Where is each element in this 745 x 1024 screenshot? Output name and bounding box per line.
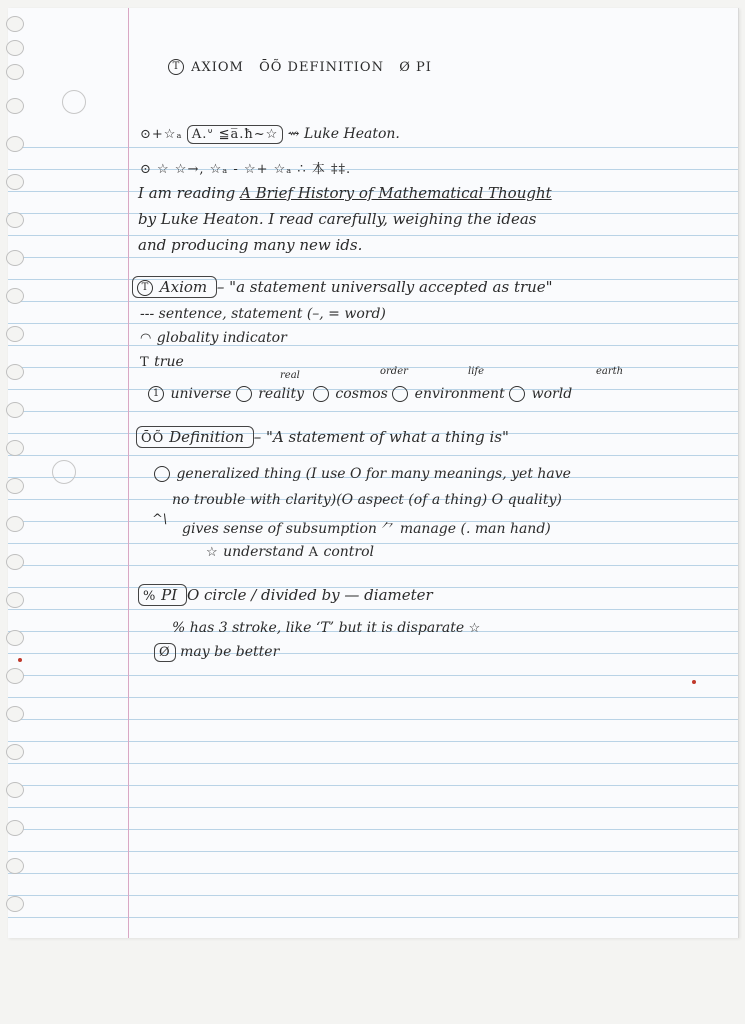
binder-hole — [6, 630, 24, 646]
punch-hole — [52, 460, 76, 484]
control-glyph-icon: A — [308, 545, 320, 560]
binder-hole — [6, 174, 24, 190]
reading-line-3: and producing many new ids. — [138, 236, 363, 254]
t-glyph-icon: T — [140, 355, 150, 370]
binder-hole — [6, 288, 24, 304]
reading-line-1 — [138, 184, 552, 202]
understand-glyph-icon: ☆ — [206, 545, 219, 560]
definition-clarity-line: no trouble with clarity)(O aspect (of a thing) O quality) — [172, 492, 562, 508]
definition-understand-line — [206, 544, 374, 560]
pi-stroke-line — [172, 620, 481, 636]
axiom-quote: – "a statement universally accepted as true" — [216, 278, 553, 296]
definition-label: Definition — [169, 428, 244, 446]
pi-circle-line: O circle / divided by — diameter — [186, 586, 433, 604]
cosmos-circle-icon — [313, 386, 329, 402]
pi-better: may be better — [180, 644, 280, 660]
header-pi: PI — [415, 60, 432, 75]
binder-hole — [6, 136, 24, 152]
axiom-true: true — [154, 354, 184, 370]
definition-manage: manage (. man hand) — [399, 521, 551, 537]
binder-hole — [6, 478, 24, 494]
intro-author: Luke Heaton. — [303, 126, 400, 142]
header-definition: DEFINITION — [287, 60, 384, 75]
intro-line-1 — [140, 126, 400, 142]
pi-better-line — [154, 644, 279, 660]
binder-hole — [6, 364, 24, 380]
binder-hole — [6, 16, 24, 32]
definition-glyph-icon: ŌÕ — [141, 431, 165, 446]
binder-hole — [6, 516, 24, 532]
sup-order: order — [380, 366, 408, 377]
one-circle-icon: 1 — [148, 386, 164, 402]
axiom-globality-line — [140, 330, 287, 346]
header-axiom: AXIOM — [191, 60, 244, 75]
binder-hole — [6, 592, 24, 608]
term-world: world — [531, 386, 573, 402]
reading-text: I am reading — [138, 184, 236, 202]
axiom-label: Axiom — [159, 278, 208, 296]
pi-stroke-text: % has 3 stroke, like ‘T’ but it is disparate — [172, 620, 465, 636]
reality-circle-icon — [236, 386, 252, 402]
definition-o-text: generalized thing (I use O for many meanings, yet have — [176, 466, 571, 482]
intro-glyph-line: ⊙ ☆ ☆→, ☆ₐ - ☆+ ☆ₐ ∴ 本 ‡‡. — [140, 162, 352, 177]
axiom-globality: globality indicator — [156, 330, 287, 346]
sup-earth: earth — [596, 366, 624, 377]
pi-glyph-icon: Ø — [399, 60, 411, 75]
term-environment: environment — [414, 386, 505, 402]
sup-life: life — [468, 366, 485, 377]
definition-quote: – "A statement of what a thing is" — [253, 428, 509, 446]
axiom-sentence-line — [140, 306, 386, 322]
binder-hole — [6, 250, 24, 266]
book-title: A Brief History of Mathematical Thought — [240, 184, 552, 202]
axiom-terms-line — [148, 386, 572, 402]
binder-hole — [6, 98, 24, 114]
term-universe: universe — [170, 386, 232, 402]
punch-hole — [62, 90, 86, 114]
definition-box — [136, 426, 254, 448]
binder-hole — [6, 820, 24, 836]
margin-line — [128, 8, 129, 938]
binder-hole — [6, 326, 24, 342]
intro-glyph-box: A.ᐡ ≦a̅.ħ~☆ — [187, 125, 283, 144]
null-glyph-icon: Ø — [154, 643, 176, 662]
binder-hole — [6, 744, 24, 760]
sup-real: real — [280, 370, 300, 381]
binder-hole — [6, 402, 24, 418]
binder-hole — [6, 64, 24, 80]
axiom-sentence: sentence, statement (–, = word) — [158, 306, 386, 322]
reading-line-2: by Luke Heaton. I read carefully, weighing the ideas — [138, 210, 537, 228]
axiom-true-line — [140, 354, 184, 370]
arrow-icon: ⇝ — [287, 126, 300, 142]
binder-hole — [6, 668, 24, 684]
definition-control: control — [323, 544, 375, 560]
manage-glyph-icon: ⺈ — [381, 522, 396, 537]
definition-o-line — [154, 466, 571, 482]
binder-hole — [6, 40, 24, 56]
disparate-glyph-icon: ☆ — [468, 621, 482, 636]
o-circle-icon — [154, 466, 170, 482]
term-cosmos: cosmos — [335, 386, 388, 402]
binder-hole — [6, 212, 24, 228]
binder-hole — [6, 706, 24, 722]
definition-section — [136, 428, 509, 446]
intro-line-2 — [140, 158, 351, 177]
axiom-section — [132, 278, 553, 296]
binder-hole — [6, 782, 24, 798]
page-header — [168, 56, 432, 75]
subsumption-glyph-icon: ^\ — [152, 512, 168, 527]
t-circle-icon: T — [168, 59, 184, 75]
ink-dot — [692, 680, 696, 684]
definition-glyph-icon: ŌÕ — [259, 60, 283, 75]
binder-hole — [6, 896, 24, 912]
binder-hole — [6, 554, 24, 570]
definition-subsumption-line — [182, 518, 551, 537]
notebook-page — [8, 8, 739, 938]
t-circle-icon: T — [137, 280, 153, 296]
binder-hole — [6, 440, 24, 456]
pi-section — [138, 586, 433, 604]
binder-hole — [6, 858, 24, 874]
intro-glyphs: ⊙+☆ₐ — [140, 127, 183, 142]
percent-glyph-icon: % — [143, 589, 157, 604]
earth-circle-icon — [509, 386, 525, 402]
definition-understand: understand — [223, 544, 305, 560]
pi-label: PI — [161, 586, 178, 604]
axiom-box — [132, 276, 217, 298]
pi-box — [138, 584, 187, 606]
life-circle-icon — [392, 386, 408, 402]
arc-glyph-icon: ◠ — [140, 331, 153, 346]
dash-glyph-icon: --- — [140, 306, 155, 322]
definition-subsumption: gives sense of subsumption — [182, 521, 377, 537]
ink-dot — [18, 658, 22, 662]
term-reality: reality — [258, 386, 305, 402]
